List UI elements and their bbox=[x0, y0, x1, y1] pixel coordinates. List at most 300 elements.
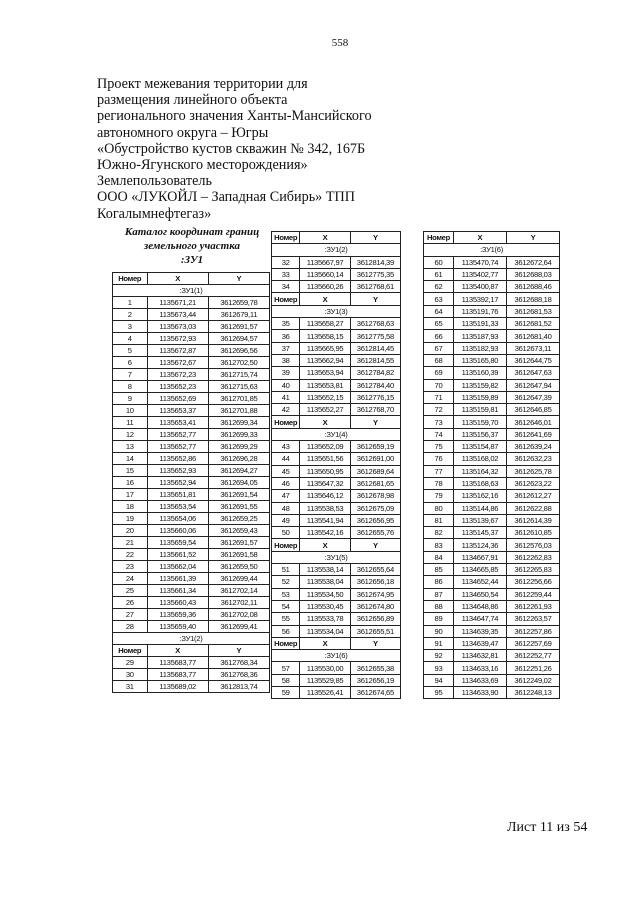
section-label: :ЗУ1(6) bbox=[424, 244, 560, 256]
coord-x: 1135402,77 bbox=[453, 268, 506, 280]
coord-y: 3612659,78 bbox=[208, 297, 269, 309]
table-row bbox=[424, 686, 560, 698]
coord-y: 3612646,01 bbox=[506, 416, 559, 428]
point-number: 44 bbox=[272, 453, 300, 465]
coord-x: 1135658,27 bbox=[300, 318, 350, 330]
table-row bbox=[113, 477, 270, 489]
header-y: Y bbox=[350, 637, 400, 649]
section-label: :ЗУ1(2) bbox=[113, 633, 270, 645]
table-row bbox=[424, 662, 560, 674]
table-header-row bbox=[272, 293, 401, 305]
coord-y: 3612691,58 bbox=[208, 549, 269, 561]
point-number: 89 bbox=[424, 613, 454, 625]
table-row bbox=[272, 404, 401, 416]
coord-x: 1135660,43 bbox=[147, 597, 208, 609]
table-row bbox=[424, 453, 560, 465]
section-label: :ЗУ1(4) bbox=[272, 428, 401, 440]
coord-y: 3612659,43 bbox=[208, 525, 269, 537]
table-row bbox=[272, 268, 401, 280]
section-label: :ЗУ1(5) bbox=[272, 551, 401, 563]
coord-y: 3612647,63 bbox=[506, 367, 559, 379]
table-row bbox=[272, 514, 401, 526]
coord-y: 3612715,63 bbox=[208, 381, 269, 393]
table-row bbox=[113, 513, 270, 525]
point-number: 55 bbox=[272, 613, 300, 625]
coord-x: 1135652,93 bbox=[147, 465, 208, 477]
coord-x: 1135658,15 bbox=[300, 330, 350, 342]
point-number: 28 bbox=[113, 621, 148, 633]
table-row bbox=[272, 318, 401, 330]
table-row bbox=[424, 268, 560, 280]
header-line: размещения линейного объекта bbox=[97, 92, 288, 109]
coord-y: 3612659,19 bbox=[350, 441, 400, 453]
point-number: 77 bbox=[424, 465, 454, 477]
coord-x: 1135154,87 bbox=[453, 441, 506, 453]
coord-x: 1134633,16 bbox=[453, 662, 506, 674]
coord-x: 1135652,09 bbox=[300, 441, 350, 453]
table-row bbox=[113, 333, 270, 345]
point-number: 26 bbox=[113, 597, 148, 609]
coord-y: 3612768,34 bbox=[208, 657, 269, 669]
table-row bbox=[272, 625, 401, 637]
table-row bbox=[113, 357, 270, 369]
coord-y: 3612701,88 bbox=[208, 405, 269, 417]
point-number: 66 bbox=[424, 330, 454, 342]
table-row bbox=[272, 281, 401, 293]
point-number: 21 bbox=[113, 537, 148, 549]
coord-y: 3612576,03 bbox=[506, 539, 559, 551]
coord-y: 3612702,50 bbox=[208, 357, 269, 369]
table-row bbox=[424, 502, 560, 514]
point-number: 20 bbox=[113, 525, 148, 537]
coord-y: 3612257,69 bbox=[506, 637, 559, 649]
table-section-row bbox=[424, 244, 560, 256]
coord-y: 3612702,08 bbox=[208, 609, 269, 621]
point-number: 87 bbox=[424, 588, 454, 600]
point-number: 81 bbox=[424, 514, 454, 526]
table-row bbox=[424, 564, 560, 576]
coord-y: 3612691,57 bbox=[208, 537, 269, 549]
table-row bbox=[113, 489, 270, 501]
table-section-row bbox=[113, 633, 270, 645]
coord-y: 3612674,95 bbox=[350, 588, 400, 600]
table-row bbox=[113, 405, 270, 417]
coord-x: 1135159,82 bbox=[453, 379, 506, 391]
point-number: 41 bbox=[272, 391, 300, 403]
coord-x: 1135162,16 bbox=[453, 490, 506, 502]
coord-y: 3612674,65 bbox=[350, 686, 400, 698]
coord-x: 1135168,02 bbox=[453, 453, 506, 465]
header-y: Y bbox=[350, 232, 400, 244]
point-number: 32 bbox=[272, 256, 300, 268]
table-row bbox=[113, 537, 270, 549]
table-section-row bbox=[272, 305, 401, 317]
coord-x: 1135191,33 bbox=[453, 318, 506, 330]
coord-x: 1134632,81 bbox=[453, 650, 506, 662]
table-row bbox=[113, 681, 270, 693]
table-row bbox=[272, 613, 401, 625]
table-row bbox=[113, 657, 270, 669]
table-row bbox=[272, 342, 401, 354]
point-number: 5 bbox=[113, 345, 148, 357]
table-row bbox=[113, 321, 270, 333]
coord-y: 3612768,36 bbox=[208, 669, 269, 681]
coord-y: 3612699,33 bbox=[208, 429, 269, 441]
header-number: Номер bbox=[113, 273, 148, 285]
table-row bbox=[424, 379, 560, 391]
point-number: 24 bbox=[113, 573, 148, 585]
table-row bbox=[272, 527, 401, 539]
coord-x: 1135145,37 bbox=[453, 527, 506, 539]
point-number: 13 bbox=[113, 441, 148, 453]
coordinate-table-2 bbox=[271, 231, 401, 699]
coord-x: 1135164,32 bbox=[453, 465, 506, 477]
coord-x: 1135526,41 bbox=[300, 686, 350, 698]
point-number: 6 bbox=[113, 357, 148, 369]
section-label: :ЗУ1(1) bbox=[113, 285, 270, 297]
point-number: 84 bbox=[424, 551, 454, 563]
coord-x: 1135530,45 bbox=[300, 600, 350, 612]
coord-y: 3612699,34 bbox=[208, 417, 269, 429]
coord-x: 1135538,53 bbox=[300, 502, 350, 514]
coord-x: 1135168,63 bbox=[453, 477, 506, 489]
coord-x: 1135659,40 bbox=[147, 621, 208, 633]
table-row bbox=[424, 318, 560, 330]
coord-x: 1135538,14 bbox=[300, 564, 350, 576]
point-number: 63 bbox=[424, 293, 454, 305]
point-number: 35 bbox=[272, 318, 300, 330]
table-row bbox=[272, 576, 401, 588]
header-x: X bbox=[300, 293, 350, 305]
point-number: 49 bbox=[272, 514, 300, 526]
point-number: 83 bbox=[424, 539, 454, 551]
point-number: 76 bbox=[424, 453, 454, 465]
table-row bbox=[113, 621, 270, 633]
point-number: 39 bbox=[272, 367, 300, 379]
table-row bbox=[272, 441, 401, 453]
table-row bbox=[272, 588, 401, 600]
table-row bbox=[424, 539, 560, 551]
coord-y: 3612625,78 bbox=[506, 465, 559, 477]
table-row bbox=[424, 354, 560, 366]
point-number: 3 bbox=[113, 321, 148, 333]
point-number: 27 bbox=[113, 609, 148, 621]
table-row bbox=[113, 609, 270, 621]
coord-x: 1135661,34 bbox=[147, 585, 208, 597]
point-number: 33 bbox=[272, 268, 300, 280]
coord-x: 1135652,77 bbox=[147, 441, 208, 453]
table-row bbox=[424, 416, 560, 428]
coord-y: 3612689,64 bbox=[350, 465, 400, 477]
point-number: 71 bbox=[424, 391, 454, 403]
coord-y: 3612699,29 bbox=[208, 441, 269, 453]
header-number: Номер bbox=[272, 232, 300, 244]
coord-y: 3612688,18 bbox=[506, 293, 559, 305]
header-x: X bbox=[147, 273, 208, 285]
coord-x: 1135652,94 bbox=[147, 477, 208, 489]
table-header-row bbox=[113, 645, 270, 657]
coord-x: 1135683,77 bbox=[147, 669, 208, 681]
table-row bbox=[424, 490, 560, 502]
table-header-row bbox=[272, 637, 401, 649]
table-header-row bbox=[272, 539, 401, 551]
coord-y: 3612776,15 bbox=[350, 391, 400, 403]
table-row bbox=[424, 600, 560, 612]
point-number: 73 bbox=[424, 416, 454, 428]
coord-x: 1135534,04 bbox=[300, 625, 350, 637]
coord-y: 3612265,83 bbox=[506, 564, 559, 576]
point-number: 30 bbox=[113, 669, 148, 681]
coord-x: 1134665,85 bbox=[453, 564, 506, 576]
table-header-row bbox=[424, 232, 560, 244]
coord-x: 1135661,39 bbox=[147, 573, 208, 585]
coord-x: 1135654,06 bbox=[147, 513, 208, 525]
table-row bbox=[272, 686, 401, 698]
coord-y: 3612814,39 bbox=[350, 256, 400, 268]
header-line: Землепользователь bbox=[97, 173, 212, 190]
coord-x: 1134633,69 bbox=[453, 674, 506, 686]
coord-y: 3612775,35 bbox=[350, 268, 400, 280]
table-row bbox=[424, 674, 560, 686]
coord-x: 1135165,80 bbox=[453, 354, 506, 366]
header-x: X bbox=[300, 539, 350, 551]
table-row bbox=[424, 256, 560, 268]
coord-y: 3612263,57 bbox=[506, 613, 559, 625]
point-number: 91 bbox=[424, 637, 454, 649]
table-row bbox=[424, 477, 560, 489]
coord-y: 3612614,39 bbox=[506, 514, 559, 526]
header-line: Когалымнефтегаз» bbox=[97, 205, 212, 222]
table-row bbox=[113, 417, 270, 429]
point-number: 61 bbox=[424, 268, 454, 280]
table-row bbox=[113, 369, 270, 381]
coord-y: 3612655,64 bbox=[350, 564, 400, 576]
point-number: 17 bbox=[113, 489, 148, 501]
coord-x: 1135671,21 bbox=[147, 297, 208, 309]
coord-x: 1135160,39 bbox=[453, 367, 506, 379]
coord-x: 1135392,17 bbox=[453, 293, 506, 305]
table-row bbox=[424, 527, 560, 539]
coordinate-table-3 bbox=[423, 231, 560, 699]
table-row bbox=[113, 345, 270, 357]
table-row bbox=[113, 597, 270, 609]
table-section-row bbox=[272, 551, 401, 563]
coord-x: 1135673,44 bbox=[147, 309, 208, 321]
table-row bbox=[424, 305, 560, 317]
table-row bbox=[113, 465, 270, 477]
coord-x: 1134652,44 bbox=[453, 576, 506, 588]
header-y: Y bbox=[350, 539, 400, 551]
point-number: 42 bbox=[272, 404, 300, 416]
table-row bbox=[272, 674, 401, 686]
table-row bbox=[113, 501, 270, 513]
header-line: автономного округа – Югры bbox=[97, 124, 269, 141]
coord-y: 3612688,46 bbox=[506, 281, 559, 293]
table-row bbox=[272, 477, 401, 489]
coord-x: 1135652,27 bbox=[300, 404, 350, 416]
coord-x: 1135651,56 bbox=[300, 453, 350, 465]
table-row bbox=[113, 297, 270, 309]
section-label: :ЗУ1(3) bbox=[272, 305, 401, 317]
table-row bbox=[424, 342, 560, 354]
table-row bbox=[272, 330, 401, 342]
table-row bbox=[113, 453, 270, 465]
point-number: 59 bbox=[272, 686, 300, 698]
coord-y: 3612814,55 bbox=[350, 354, 400, 366]
table-row bbox=[424, 576, 560, 588]
header-line: Проект межевания территории для bbox=[97, 76, 308, 92]
catalog-title-line: :ЗУ1 bbox=[180, 254, 204, 266]
coord-y: 3612249,02 bbox=[506, 674, 559, 686]
coord-x: 1134633,90 bbox=[453, 686, 506, 698]
table-row bbox=[424, 613, 560, 625]
table-header-row bbox=[272, 232, 401, 244]
coord-x: 1135159,89 bbox=[453, 391, 506, 403]
point-number: 34 bbox=[272, 281, 300, 293]
coord-x: 1135653,41 bbox=[147, 417, 208, 429]
point-number: 86 bbox=[424, 576, 454, 588]
table-row bbox=[113, 525, 270, 537]
coord-x: 1135400,87 bbox=[453, 281, 506, 293]
point-number: 65 bbox=[424, 318, 454, 330]
header-x: X bbox=[300, 637, 350, 649]
header-line: Южно-Ягунского месторождения» bbox=[97, 157, 308, 174]
point-number: 72 bbox=[424, 404, 454, 416]
table-row bbox=[424, 293, 560, 305]
coord-y: 3612784,40 bbox=[350, 379, 400, 391]
coord-x: 1135661,52 bbox=[147, 549, 208, 561]
table-row bbox=[272, 600, 401, 612]
coord-x: 1135156,37 bbox=[453, 428, 506, 440]
point-number: 4 bbox=[113, 333, 148, 345]
header-y: Y bbox=[350, 416, 400, 428]
catalog-title-line: земельного участка bbox=[143, 240, 241, 252]
point-number: 46 bbox=[272, 477, 300, 489]
header-x: X bbox=[453, 232, 506, 244]
table-row bbox=[272, 391, 401, 403]
coord-y: 3612678,98 bbox=[350, 490, 400, 502]
header-line: ООО «ЛУКОЙЛ – Западная Сибирь» ТПП bbox=[97, 189, 355, 206]
point-number: 60 bbox=[424, 256, 454, 268]
header-y: Y bbox=[208, 273, 269, 285]
coord-x: 1135538,04 bbox=[300, 576, 350, 588]
coord-x: 1135533,78 bbox=[300, 613, 350, 625]
coord-x: 1134648,86 bbox=[453, 600, 506, 612]
coord-y: 3612622,88 bbox=[506, 502, 559, 514]
point-number: 48 bbox=[272, 502, 300, 514]
point-number: 50 bbox=[272, 527, 300, 539]
point-number: 56 bbox=[272, 625, 300, 637]
point-number: 29 bbox=[113, 657, 148, 669]
point-number: 23 bbox=[113, 561, 148, 573]
point-number: 54 bbox=[272, 600, 300, 612]
point-number: 85 bbox=[424, 564, 454, 576]
coord-x: 1135660,06 bbox=[147, 525, 208, 537]
coord-y: 3612261,93 bbox=[506, 600, 559, 612]
coord-x: 1135529,85 bbox=[300, 674, 350, 686]
table-row bbox=[272, 564, 401, 576]
table-row bbox=[272, 379, 401, 391]
point-number: 51 bbox=[272, 564, 300, 576]
section-label: :ЗУ1(6) bbox=[272, 650, 401, 662]
coord-x: 1135689,02 bbox=[147, 681, 208, 693]
table-section-row bbox=[113, 285, 270, 297]
coord-x: 1135542,16 bbox=[300, 527, 350, 539]
coord-x: 1135659,54 bbox=[147, 537, 208, 549]
table-row bbox=[113, 549, 270, 561]
section-label: :ЗУ1(2) bbox=[272, 244, 401, 256]
point-number: 14 bbox=[113, 453, 148, 465]
coord-y: 3612694,27 bbox=[208, 465, 269, 477]
point-number: 57 bbox=[272, 662, 300, 674]
coord-y: 3612262,83 bbox=[506, 551, 559, 563]
point-number: 53 bbox=[272, 588, 300, 600]
coord-x: 1135672,87 bbox=[147, 345, 208, 357]
coord-y: 3612259,44 bbox=[506, 588, 559, 600]
table-row bbox=[272, 256, 401, 268]
coord-x: 1135124,36 bbox=[453, 539, 506, 551]
point-number: 90 bbox=[424, 625, 454, 637]
header-number: Номер bbox=[113, 645, 148, 657]
coord-y: 3612612,27 bbox=[506, 490, 559, 502]
point-number: 22 bbox=[113, 549, 148, 561]
coord-x: 1135672,23 bbox=[147, 369, 208, 381]
table-row bbox=[424, 588, 560, 600]
coord-y: 3612694,05 bbox=[208, 477, 269, 489]
coord-y: 3612655,38 bbox=[350, 662, 400, 674]
point-number: 58 bbox=[272, 674, 300, 686]
point-number: 31 bbox=[113, 681, 148, 693]
coord-y: 3612691,55 bbox=[208, 501, 269, 513]
coord-x: 1135653,54 bbox=[147, 501, 208, 513]
table-row bbox=[424, 404, 560, 416]
coord-x: 1135470,74 bbox=[453, 256, 506, 268]
point-number: 67 bbox=[424, 342, 454, 354]
coord-y: 3612768,70 bbox=[350, 404, 400, 416]
coord-y: 3612655,51 bbox=[350, 625, 400, 637]
coord-x: 1134650,54 bbox=[453, 588, 506, 600]
page-number: 558 bbox=[331, 37, 349, 49]
header-y: Y bbox=[350, 293, 400, 305]
point-number: 68 bbox=[424, 354, 454, 366]
coord-y: 3612699,44 bbox=[208, 573, 269, 585]
coord-x: 1135647,32 bbox=[300, 477, 350, 489]
coord-x: 1135652,15 bbox=[300, 391, 350, 403]
point-number: 2 bbox=[113, 309, 148, 321]
catalog-title bbox=[112, 225, 272, 267]
sheet-footer: Лист 11 из 54 bbox=[507, 820, 588, 835]
coord-y: 3612646,85 bbox=[506, 404, 559, 416]
coord-y: 3612672,64 bbox=[506, 256, 559, 268]
header-y: Y bbox=[208, 645, 269, 657]
coord-y: 3612644,75 bbox=[506, 354, 559, 366]
header-number: Номер bbox=[272, 416, 300, 428]
table-section-row bbox=[272, 244, 401, 256]
coord-y: 3612701,85 bbox=[208, 393, 269, 405]
point-number: 8 bbox=[113, 381, 148, 393]
coord-y: 3612681,52 bbox=[506, 318, 559, 330]
coord-y: 3612681,40 bbox=[506, 330, 559, 342]
header-number: Номер bbox=[424, 232, 454, 244]
coord-y: 3612784,82 bbox=[350, 367, 400, 379]
coord-y: 3612656,19 bbox=[350, 674, 400, 686]
table-row bbox=[272, 354, 401, 366]
coord-x: 1135191,76 bbox=[453, 305, 506, 317]
point-number: 93 bbox=[424, 662, 454, 674]
point-number: 64 bbox=[424, 305, 454, 317]
point-number: 40 bbox=[272, 379, 300, 391]
point-number: 37 bbox=[272, 342, 300, 354]
